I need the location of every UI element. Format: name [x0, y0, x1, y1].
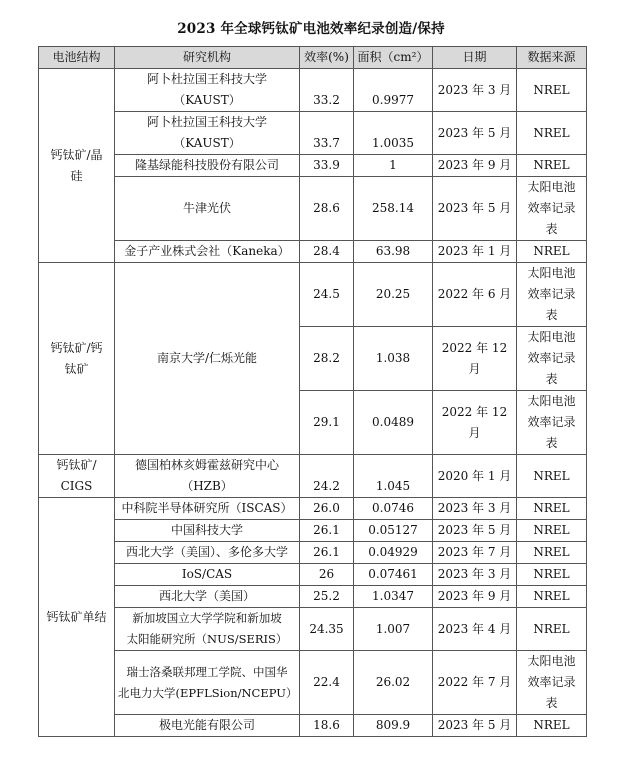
date-cell: 2023 年 3 月	[433, 564, 517, 586]
table-row	[39, 263, 587, 327]
institution-cell: 阿卜杜拉国王科技大学 （KAUST）	[115, 112, 300, 155]
institution-cell: 南京大学/仁烁光能	[115, 263, 300, 455]
table-row	[39, 177, 587, 241]
source-cell: 太阳电池效率记录表	[517, 391, 587, 455]
efficiency-cell: 33.7	[300, 112, 354, 155]
source-cell: 太阳电池效率记录表	[517, 177, 587, 241]
institution-cell: 德国柏林亥姆霍兹研究中心 （HZB）	[115, 455, 300, 498]
institution-cell: 隆基绿能科技股份有限公司	[115, 155, 300, 177]
date-cell: 2022 年 7 月	[433, 651, 517, 715]
efficiency-cell: 26	[300, 564, 354, 586]
institution-cell: 金子产业株式会社（Kaneka）	[115, 241, 300, 263]
area-cell: 0.0489	[354, 391, 433, 455]
source-cell: 太阳电池效率记录表	[517, 263, 587, 327]
source-cell: 太阳电池效率记录表	[517, 327, 587, 391]
table-title: 2023 年全球钙钛矿电池效率纪录创造/保持	[177, 21, 445, 37]
efficiency-cell: 26.1	[300, 520, 354, 542]
table-row	[39, 542, 587, 564]
date-cell: 2023 年 5 月	[433, 715, 517, 737]
efficiency-cell: 22.4	[300, 651, 354, 715]
table-row	[39, 155, 587, 177]
structure-cell: 钙钛矿/CIGS	[39, 455, 115, 498]
area-cell: 26.02	[354, 651, 433, 715]
institution-cell: 极电光能有限公司	[115, 715, 300, 737]
table-row	[39, 112, 587, 155]
table-row	[39, 608, 587, 651]
table-row	[39, 455, 587, 498]
efficiency-cell: 26.0	[300, 498, 354, 520]
date-cell: 2022 年 12 月	[433, 327, 517, 391]
header-row	[39, 47, 587, 69]
efficiency-cell: 24.35	[300, 608, 354, 651]
area-cell: 0.04929	[354, 542, 433, 564]
efficiency-cell: 25.2	[300, 586, 354, 608]
area-cell: 0.0746	[354, 498, 433, 520]
date-cell: 2023 年 9 月	[433, 586, 517, 608]
area-cell: 0.9977	[354, 69, 433, 112]
institution-cell: IoS/CAS	[115, 564, 300, 586]
area-cell: 1.007	[354, 608, 433, 651]
institution-cell: 中国科技大学	[115, 520, 300, 542]
source-cell: NREL	[517, 112, 587, 155]
structure-cell: 钙钛矿单结	[39, 498, 115, 737]
area-cell: 1.0035	[354, 112, 433, 155]
institution-cell: 新加坡国立大学学院和新加坡 太阳能研究所（NUS/SERIS）	[115, 608, 300, 651]
date-cell: 2022 年 6 月	[433, 263, 517, 327]
institution-cell: 西北大学（美国）	[115, 586, 300, 608]
efficiency-cell: 28.2	[300, 327, 354, 391]
source-cell: NREL	[517, 542, 587, 564]
date-cell: 2023 年 5 月	[433, 520, 517, 542]
date-cell: 2023 年 9 月	[433, 155, 517, 177]
table-row	[39, 586, 587, 608]
date-cell: 2023 年 4 月	[433, 608, 517, 651]
date-cell: 2023 年 1 月	[433, 241, 517, 263]
efficiency-cell: 28.4	[300, 241, 354, 263]
date-cell: 2023 年 5 月	[433, 112, 517, 155]
area-cell: 1.038	[354, 327, 433, 391]
header-area: 面积（cm²）	[354, 47, 433, 69]
area-cell: 0.05127	[354, 520, 433, 542]
header-source: 数据来源	[517, 47, 587, 69]
area-cell: 1	[354, 155, 433, 177]
structure-cell: 钙钛矿/钙钛矿	[39, 263, 115, 455]
institution-cell: 西北大学（美国）、多伦多大学	[115, 542, 300, 564]
area-cell: 1.0347	[354, 586, 433, 608]
header-structure: 电池结构	[39, 47, 115, 69]
source-cell: NREL	[517, 608, 587, 651]
structure-cell: 钙钛矿/晶硅	[39, 69, 115, 263]
date-cell: 2022 年 12 月	[433, 391, 517, 455]
area-cell: 809.9	[354, 715, 433, 737]
area-cell: 1.045	[354, 455, 433, 498]
institution-cell: 阿卜杜拉国王科技大学 （KAUST）	[115, 69, 300, 112]
area-cell: 258.14	[354, 177, 433, 241]
efficiency-cell: 33.9	[300, 155, 354, 177]
table-row	[39, 564, 587, 586]
efficiency-cell: 24.5	[300, 263, 354, 327]
efficiency-cell: 29.1	[300, 391, 354, 455]
table-row	[39, 651, 587, 715]
area-cell: 63.98	[354, 241, 433, 263]
area-cell: 0.07461	[354, 564, 433, 586]
header-institution: 研究机构	[115, 47, 300, 69]
institution-cell: 瑞士洛桑联邦理工学院、中国华 北电力大学(EPFLSion/NCEPU）	[115, 651, 300, 715]
date-cell: 2023 年 3 月	[433, 498, 517, 520]
source-cell: NREL	[517, 564, 587, 586]
source-cell: NREL	[517, 586, 587, 608]
date-cell: 2023 年 7 月	[433, 542, 517, 564]
table-row	[39, 520, 587, 542]
efficiency-cell: 18.6	[300, 715, 354, 737]
header-efficiency: 效率(%)	[300, 47, 354, 69]
institution-cell: 牛津光伏	[115, 177, 300, 241]
area-cell: 20.25	[354, 263, 433, 327]
efficiency-cell: 24.2	[300, 455, 354, 498]
date-cell: 2020 年 1 月	[433, 455, 517, 498]
table-row	[39, 498, 587, 520]
source-cell: NREL	[517, 241, 587, 263]
source-cell: NREL	[517, 520, 587, 542]
table-row	[39, 69, 587, 112]
table-row	[39, 715, 587, 737]
source-cell: 太阳电池效率记录表	[517, 651, 587, 715]
source-cell: NREL	[517, 498, 587, 520]
header-date: 日期	[433, 47, 517, 69]
efficiency-cell: 33.2	[300, 69, 354, 112]
source-cell: NREL	[517, 69, 587, 112]
source-cell: NREL	[517, 455, 587, 498]
efficiency-cell: 26.1	[300, 542, 354, 564]
institution-cell: 中科院半导体研究所（ISCAS）	[115, 498, 300, 520]
source-cell: NREL	[517, 155, 587, 177]
efficiency-cell: 28.6	[300, 177, 354, 241]
table-row	[39, 241, 587, 263]
records-table	[38, 46, 587, 737]
date-cell: 2023 年 3 月	[433, 69, 517, 112]
date-cell: 2023 年 5 月	[433, 177, 517, 241]
source-cell: NREL	[517, 715, 587, 737]
